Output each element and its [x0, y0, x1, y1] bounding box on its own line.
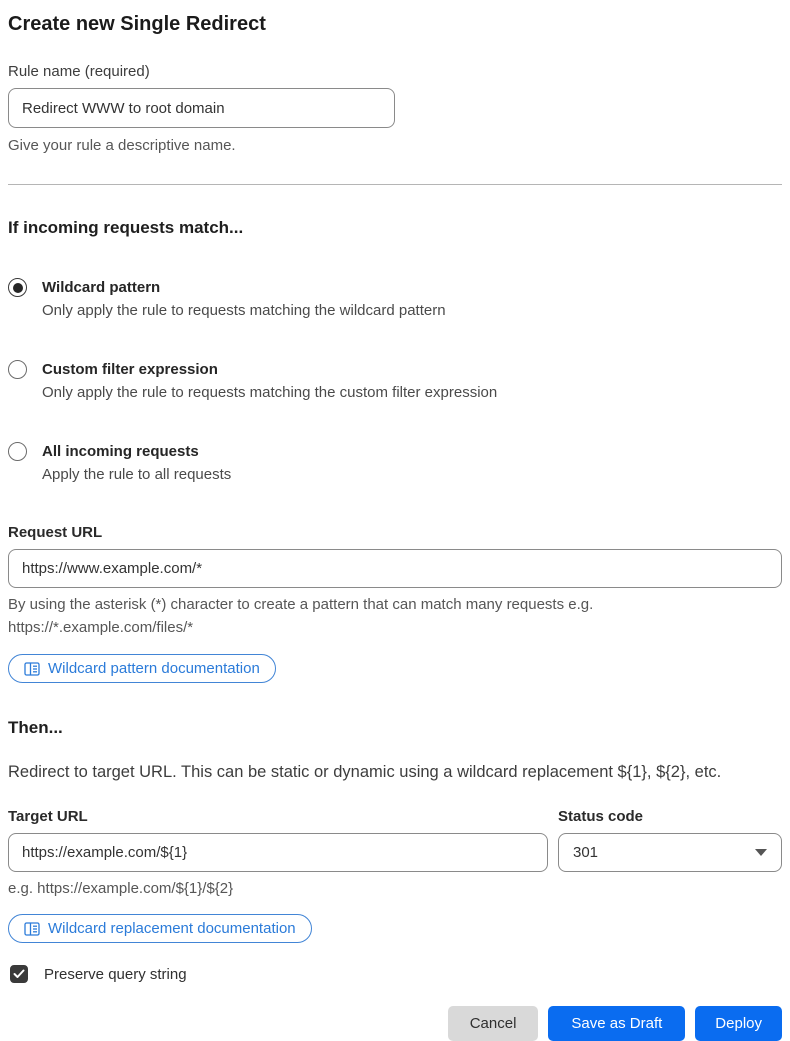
- doc-button-label: Wildcard replacement documentation: [48, 920, 296, 937]
- radio-custom-filter-expression[interactable]: [8, 358, 782, 404]
- target-url-label: Target URL: [8, 808, 88, 825]
- status-code-label: Status code: [558, 808, 644, 825]
- rule-name-label: Rule name (required): [8, 63, 150, 80]
- preserve-query-label: Preserve query string: [44, 965, 187, 983]
- radio-label: Custom filter expression: [42, 361, 218, 378]
- radio-description: Only apply the rule to requests matching the wildcard pattern: [42, 302, 446, 319]
- wildcard-replacement-doc-button[interactable]: [8, 914, 312, 943]
- request-url-input[interactable]: [8, 549, 782, 588]
- radio-description: Only apply the rule to requests matching the custom filter expression: [42, 384, 498, 401]
- radio-button-icon[interactable]: [8, 278, 27, 297]
- chevron-down-icon: [755, 849, 767, 856]
- preserve-query-row[interactable]: [8, 965, 782, 983]
- doc-button-label: Wildcard pattern documentation: [48, 660, 260, 677]
- radio-button-icon[interactable]: [8, 360, 27, 379]
- page-title: Create new Single Redirect: [8, 13, 266, 35]
- then-description: Redirect to target URL. This can be static or dynamic using a wildcard replacement ${1}, ${2}, etc.: [8, 763, 722, 781]
- rule-name-input[interactable]: [8, 88, 395, 128]
- status-code-value: 301: [573, 844, 599, 861]
- request-url-label: Request URL: [8, 524, 103, 541]
- radio-label: All incoming requests: [42, 443, 199, 460]
- request-url-helper: By using the asterisk (*) character to create a pattern that can match many requests e.g. https://*.example.com/files/*: [8, 596, 594, 636]
- save-as-draft-button[interactable]: Save as Draft: [548, 1006, 685, 1041]
- target-url-helper: e.g. https://example.com/${1}/${2}: [8, 880, 234, 897]
- radio-all-incoming-requests[interactable]: [8, 440, 782, 486]
- radio-label: Wildcard pattern: [42, 279, 161, 296]
- then-section-heading: Then...: [8, 718, 63, 737]
- footer-actions: [8, 1006, 782, 1041]
- wildcard-pattern-doc-button[interactable]: [8, 654, 276, 683]
- match-section-heading: If incoming requests match...: [8, 218, 244, 237]
- checkmark-icon: [13, 969, 25, 979]
- rule-name-helper: Give your rule a descriptive name.: [8, 137, 236, 154]
- preserve-query-checkbox[interactable]: [10, 965, 28, 983]
- match-type-radio-group: [8, 276, 782, 486]
- cancel-button[interactable]: Cancel: [448, 1006, 539, 1041]
- radio-description: Apply the rule to all requests: [42, 466, 232, 483]
- radio-wildcard-pattern[interactable]: [8, 276, 782, 322]
- target-url-input[interactable]: [8, 833, 548, 872]
- section-divider: [8, 184, 782, 185]
- target-status-row: [8, 806, 782, 900]
- status-code-select[interactable]: [558, 833, 782, 872]
- book-icon: [24, 662, 40, 676]
- deploy-button[interactable]: Deploy: [695, 1006, 782, 1041]
- radio-button-icon[interactable]: [8, 442, 27, 461]
- book-icon: [24, 922, 40, 936]
